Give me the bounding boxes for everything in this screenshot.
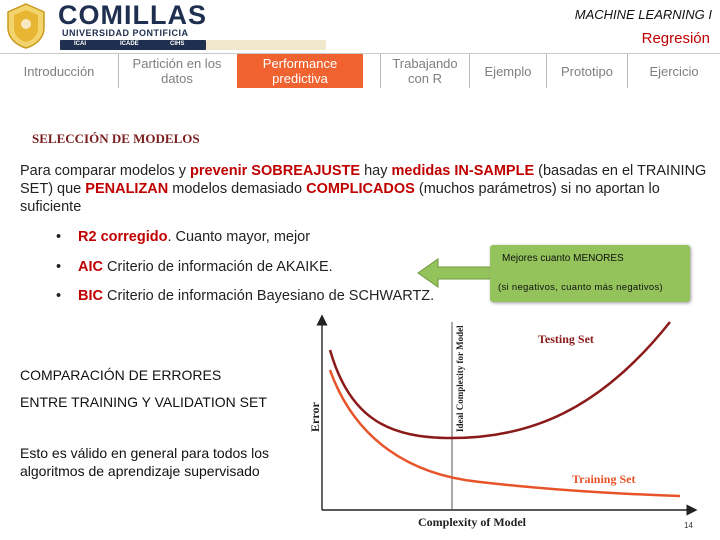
logo-school: ICAI — [74, 41, 86, 47]
bullet-text: Criterio de información Bayesiano de SCHWARTZ. — [102, 288, 435, 304]
tab-introduccion[interactable]: Introducción — [23, 63, 95, 79]
bullet-text: . Cuanto mayor, mejor — [167, 229, 311, 245]
bullet-dot-icon: • — [56, 288, 62, 304]
comparison-line-2: ENTRE TRAINING Y VALIDATION SET — [20, 394, 267, 410]
intro-text: (muchos parámetros) si no aportan lo suficiente — [20, 181, 660, 215]
logo-schools-bar — [60, 40, 206, 50]
bullet-term: AIC — [78, 259, 103, 275]
tab-performance-predictiva[interactable]: Performance predictiva — [237, 54, 363, 88]
intro-emphasis: prevenir SOBREAJUSTE — [190, 163, 361, 179]
comparison-heading — [20, 362, 267, 416]
tab-particion[interactable]: Partición en los datos — [132, 56, 222, 86]
callout-line-1: Mejores cuanto MENORES — [502, 253, 624, 264]
university-logo — [0, 0, 210, 52]
slide-title: SELECCIÓN DE MODELOS — [32, 131, 200, 146]
bullet-term: BIC — [78, 288, 103, 304]
tab-ejercicio[interactable]: Ejercicio — [649, 63, 699, 79]
logo-school: ICADE — [120, 41, 139, 47]
bullet-dot-icon: • — [56, 229, 62, 245]
tab-ejemplo[interactable]: Ejemplo — [484, 63, 532, 79]
intro-emphasis: medidas IN-SAMPLE — [391, 163, 535, 179]
intro-paragraph — [20, 162, 710, 216]
left-arrow-icon — [416, 256, 492, 290]
testing-set-curve — [330, 322, 670, 438]
callout-line-2: (si negativos, cuanto más negativos) — [498, 282, 663, 293]
logo-subtitle: UNIVERSIDAD PONTIFICIA — [62, 28, 189, 38]
x-axis-label: Complexity of Model — [418, 515, 526, 529]
y-axis-label: Error — [308, 402, 322, 432]
tab-prototipo[interactable]: Prototipo — [560, 63, 614, 79]
bullet-bic — [56, 288, 434, 304]
comparison-line-1: COMPARACIÓN DE ERRORES — [20, 367, 222, 383]
intro-text: Para comparar modelos y — [20, 163, 191, 179]
crest-icon — [4, 2, 48, 50]
intro-text: (basadas en el TRAINING SET) que — [20, 163, 707, 197]
bullet-text: Criterio de información de AKAIKE. — [102, 259, 333, 275]
intro-text: modelos demasiado — [168, 181, 307, 197]
intro-emphasis: COMPLICADOS — [306, 181, 415, 197]
course-title: MACHINE LEARNING I — [574, 7, 712, 22]
section-title: Regresión — [641, 30, 710, 47]
bullet-dot-icon: • — [56, 259, 62, 275]
bullet-r2 — [56, 229, 310, 245]
bullet-term: R2 corregido — [78, 229, 168, 245]
logo-wordmark: COMILLAS — [58, 0, 207, 30]
training-set-label: Training Set — [572, 472, 636, 486]
intro-text: hay — [360, 163, 392, 179]
error-complexity-figure — [300, 310, 700, 540]
testing-set-label: Testing Set — [538, 332, 594, 346]
page-number: 14 — [684, 521, 693, 530]
note-paragraph: Esto es válido en general para todos los algoritmos de aprendizaje supervisado — [20, 445, 270, 479]
tab-trabajando-con-r[interactable]: Trabajando con R — [392, 56, 458, 86]
callout-box — [490, 245, 690, 302]
intro-emphasis: PENALIZAN — [85, 181, 169, 197]
header-accent-strip — [206, 40, 326, 50]
logo-school: CIHS — [170, 41, 185, 47]
ideal-complexity-label: Ideal Complexity for Model — [455, 325, 465, 432]
bullet-aic — [56, 259, 333, 275]
